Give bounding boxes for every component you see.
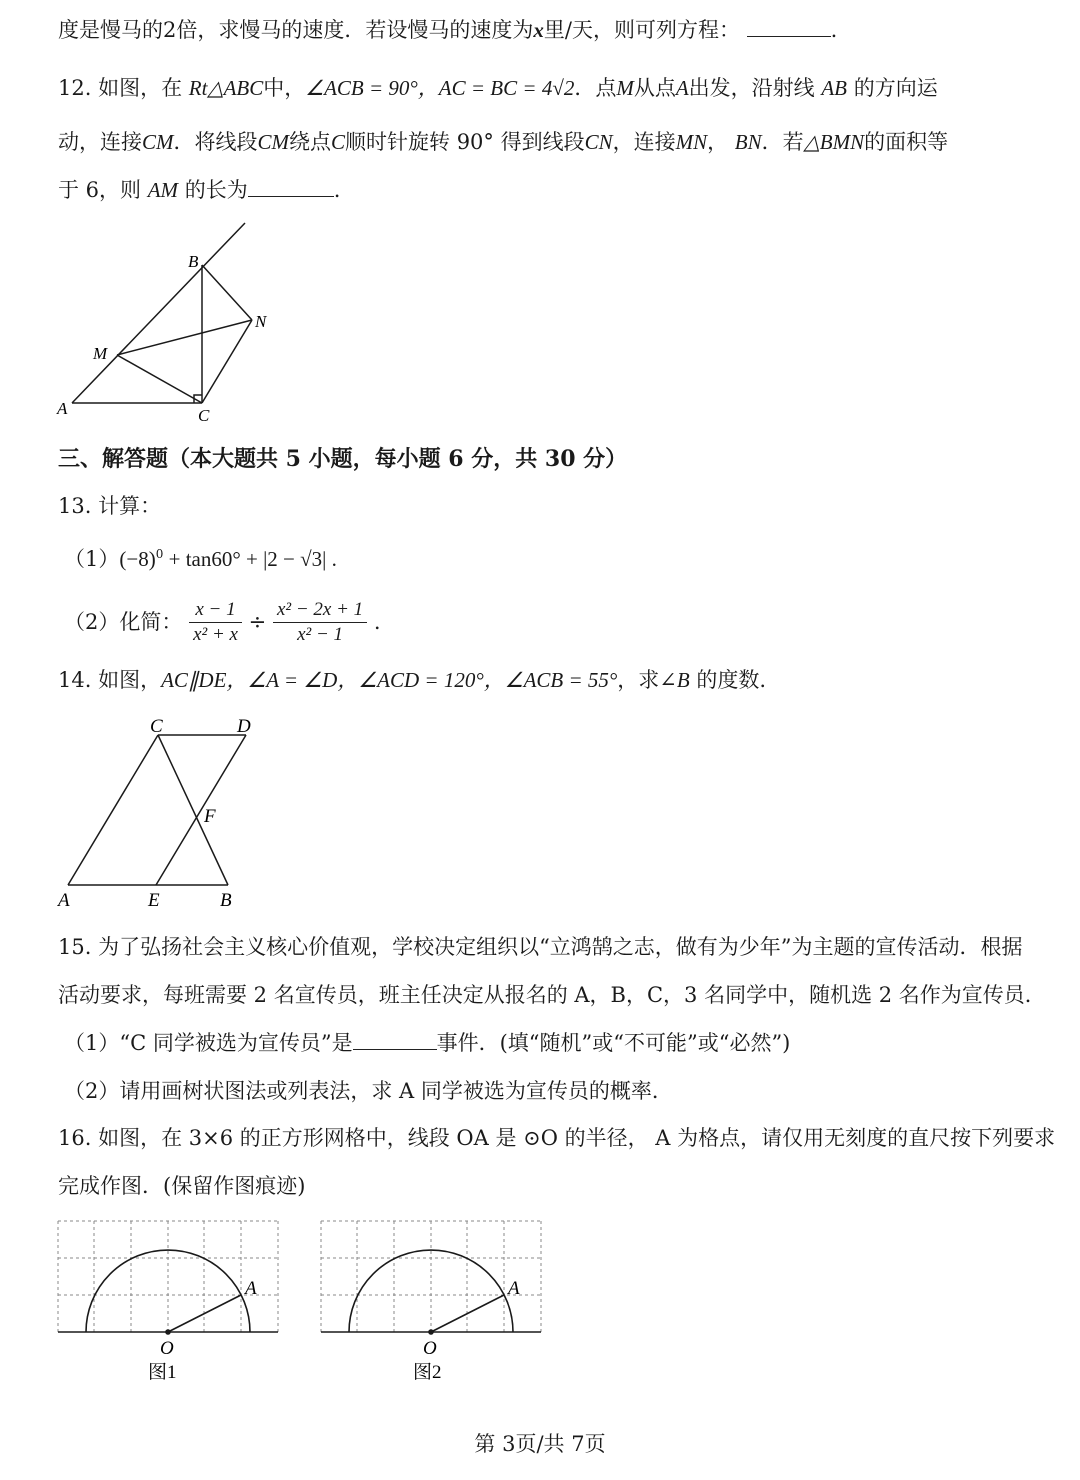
q12-end: . xyxy=(333,178,341,202)
q11-end: . xyxy=(830,18,838,42)
fraction-numerator: x − 1 xyxy=(189,598,242,623)
q12-triangle: Rt△ABC xyxy=(188,76,264,100)
q12-ray: AB xyxy=(821,76,848,100)
q12-text: ， xyxy=(707,130,729,154)
q13-p1-rest: + tan60° + |2 − √3| . xyxy=(163,547,337,571)
q16-figure-1 xyxy=(50,1212,290,1392)
q14-seg-cb xyxy=(158,735,228,885)
q12-segment: CN xyxy=(584,130,613,154)
q12-text: 的面积等 xyxy=(864,130,949,154)
section-3-title: 三、解答题（本大题共 5 小题，每小题 6 分，共 30 分） xyxy=(58,446,628,472)
q13-end: . xyxy=(373,610,381,634)
center-point xyxy=(428,1329,434,1335)
label-a: A xyxy=(57,399,68,418)
label-d: D xyxy=(237,716,251,737)
label-o: O xyxy=(160,1338,174,1359)
label-b: B xyxy=(188,252,199,271)
q13-title: 13. 计算： xyxy=(58,494,162,518)
q12-text: 的方向运 xyxy=(853,76,938,100)
fraction-denominator: x² + x xyxy=(193,624,238,645)
q12-text: 出发，沿射线 xyxy=(688,76,815,100)
q14-figure xyxy=(50,710,280,915)
q12-text: ．点 xyxy=(574,76,617,100)
q12-seg-mn xyxy=(117,320,252,355)
q14-line xyxy=(58,670,766,691)
q12-text: ，连接 xyxy=(612,130,676,154)
q15-line2: 活动要求，每班需要 2 名宣传员，班主任决定从报名的 A，B，C，3 名同学中，随机选 2 名作为宣传员． xyxy=(58,983,1046,1007)
q12-line2 xyxy=(58,132,948,153)
q16-figure-2 xyxy=(313,1212,553,1392)
label-o: O xyxy=(423,1338,437,1359)
q14-seg-ca xyxy=(68,735,158,885)
q11-answer-blank[interactable] xyxy=(747,20,831,37)
q12-seg-bn xyxy=(202,265,252,320)
q12-text: 于 6，则 xyxy=(58,178,142,202)
label-n: N xyxy=(255,312,267,331)
q13-p1-exponent: 0 xyxy=(155,547,164,561)
q12-text: 从点 xyxy=(633,76,676,100)
q12-text: 绕点 xyxy=(289,130,331,154)
q11-text: 度是慢马的 xyxy=(58,18,163,42)
q12-segment: BN xyxy=(734,130,762,154)
q12-segment: CM xyxy=(257,130,289,154)
q12-figure xyxy=(50,215,290,430)
q13-part1 xyxy=(64,548,337,570)
q14-point: B xyxy=(676,668,690,692)
q11-text: 里/天，则可列方程： xyxy=(543,18,740,42)
q11-number: 2 xyxy=(163,18,177,42)
page-footer: 第 3页/共 7页 xyxy=(474,1432,606,1456)
q12-point: C xyxy=(331,130,346,154)
figure-caption: 图1 xyxy=(148,1362,177,1383)
q15-part1 xyxy=(64,1033,790,1054)
label-m: M xyxy=(93,344,108,363)
q13-p1-label: （1） xyxy=(64,547,120,571)
label-c: C xyxy=(150,716,163,737)
q12-text: 的长为 xyxy=(184,178,248,202)
q15-answer-blank[interactable] xyxy=(353,1033,437,1050)
q12-seg-mc xyxy=(117,355,202,403)
label-a: A xyxy=(508,1278,520,1299)
q12-text: 12. 如图，在 xyxy=(58,76,183,100)
label-c: C xyxy=(198,406,210,425)
q12-point: M xyxy=(616,76,634,100)
q12-text: 顺时针旋转 90° 得到线段 xyxy=(345,130,585,154)
q12-text: 动，连接 xyxy=(58,130,142,154)
figure-caption: 图2 xyxy=(413,1362,442,1383)
q15-part2: （2）请用画树状图法或列表法，求 A 同学被选为宣传员的概率． xyxy=(64,1079,673,1103)
q14-seg-de xyxy=(156,735,246,885)
q14-text: 14. 如图， xyxy=(58,668,162,692)
q12-seg-cn xyxy=(202,320,252,403)
q12-line1 xyxy=(58,78,938,99)
q13-fraction-1 xyxy=(189,598,242,647)
q12-condition: ∠ACB = 90°，AC = BC = 4√2 xyxy=(305,76,575,100)
fraction-denominator: x² − 1 xyxy=(297,624,344,645)
q12-text: ．将线段 xyxy=(173,130,258,154)
q14-text: 的度数. xyxy=(689,668,767,692)
q15-p1-text: （1）“C 同学被选为宣传员”是 xyxy=(64,1031,353,1055)
label-f: F xyxy=(204,806,216,827)
q13-fraction-2 xyxy=(273,598,367,647)
q12-text: ．若 xyxy=(761,130,804,154)
q11-variable: x xyxy=(533,18,544,42)
q15-line1: 15. 为了弘扬社会主义核心价值观，学校决定组织以“立鸿鹄之志，做有为少年”为主题的宣传活动．根据 xyxy=(58,935,1023,959)
q16-line1: 16. 如图，在 3×6 的正方形网格中，线段 OA 是 ⊙O 的半径， A 为格点，请仅用无刻度的直尺按下列要求 xyxy=(58,1126,1056,1150)
q12-line3 xyxy=(58,180,340,201)
q12-text: 中， xyxy=(263,76,306,100)
q12-point: A xyxy=(675,76,689,100)
q11-text: 倍，求慢马的速度．若设慢马的速度为 xyxy=(176,18,534,42)
q11-line xyxy=(58,20,837,41)
q12-segment: AM xyxy=(147,178,179,202)
label-b: B xyxy=(220,890,232,911)
q12-triangle: △BMN xyxy=(803,130,865,154)
q12-segment: MN xyxy=(675,130,708,154)
q12-segment: CM xyxy=(142,130,174,154)
fraction-numerator: x² − 2x + 1 xyxy=(273,598,367,623)
label-e: E xyxy=(148,890,160,911)
q13-part2 xyxy=(64,598,381,647)
q13-p2-label: （2）化简： xyxy=(64,610,183,634)
divide-sign: ÷ xyxy=(248,610,267,634)
q14-text: ，求∠ xyxy=(617,668,677,692)
q13-p1-expr: (−8) xyxy=(119,547,156,571)
q16-line2: 完成作图．(保留作图痕迹) xyxy=(58,1174,306,1198)
label-a: A xyxy=(58,890,70,911)
q14-condition: AC∥DE，∠A = ∠D，∠ACD = 120°，∠ACB = 55° xyxy=(161,668,618,692)
q15-p1-text: 事件．(填“随机”或“不可能”或“必然”) xyxy=(436,1031,791,1055)
label-a: A xyxy=(245,1278,257,1299)
center-point xyxy=(165,1329,171,1335)
q12-answer-blank[interactable] xyxy=(248,180,334,197)
